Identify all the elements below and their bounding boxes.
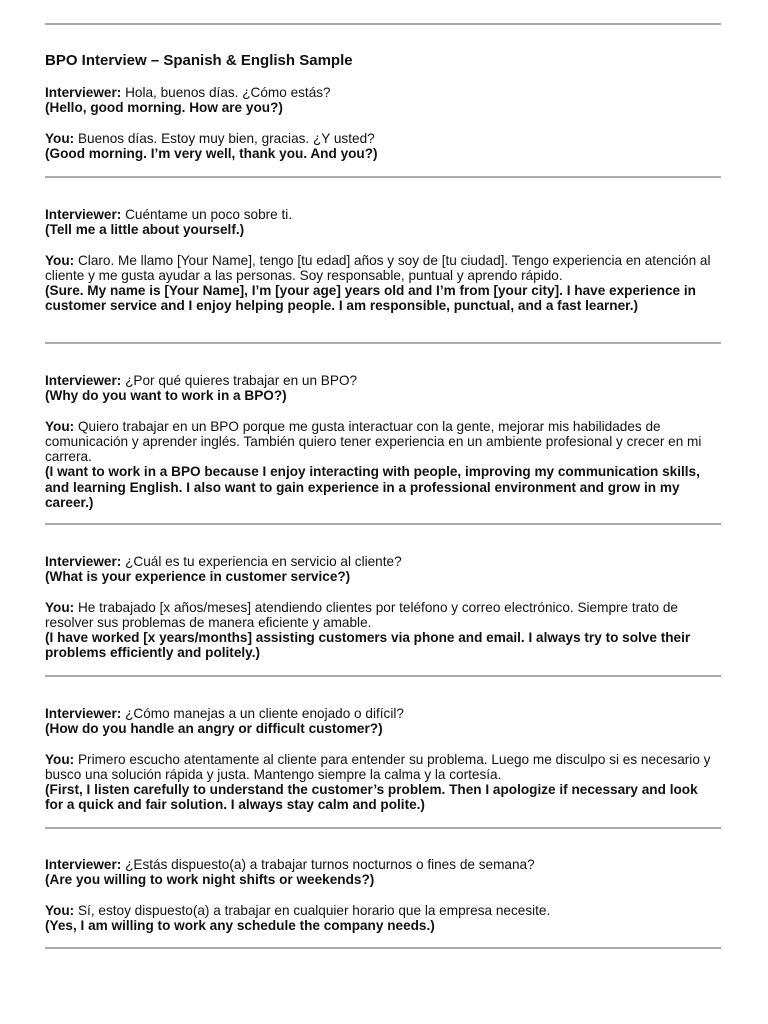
question-spanish: ¿Por qué quieres trabajar en un BPO?	[125, 373, 358, 388]
interviewer-label: Interviewer:	[45, 706, 122, 721]
interviewer-line	[45, 554, 717, 569]
answer-line	[45, 752, 717, 783]
interviewer-label: Interviewer:	[45, 373, 122, 388]
you-label: You:	[45, 418, 75, 434]
answer-line	[45, 131, 717, 146]
divider	[45, 523, 721, 525]
answer-spanish: He trabajado [x años/meses] atendiendo clientes por teléfono y correo electrónico. Siempre trato de resolver sus problemas de manera eficiente y amable.	[45, 599, 678, 630]
answer-spanish: Sí, estoy dispuesto(a) a trabajar en cualquier horario que la empresa necesite.	[77, 902, 551, 918]
question-english: (Are you willing to work night shifts or weekends?)	[45, 872, 375, 888]
you-label: You:	[45, 130, 75, 146]
answer-english: (I have worked [x years/months] assisting customers via phone and email. I always try to solve their problems efficiently and politely.)	[45, 630, 691, 661]
divider	[45, 675, 721, 677]
you-label: You:	[45, 751, 75, 767]
answer-english: (Yes, I am willing to work any schedule the company needs.)	[45, 917, 435, 933]
you-label: You:	[45, 902, 75, 918]
answer-line	[45, 419, 717, 465]
qa-section-4	[45, 554, 717, 661]
you-label: You:	[45, 599, 75, 615]
divider	[45, 947, 721, 949]
answer-spanish: Buenos días. Estoy muy bien, gracias. ¿Y usted?	[77, 130, 375, 146]
question-english: (What is your experience in customer service?)	[45, 569, 351, 585]
qa-section-3	[45, 373, 717, 510]
qa-section-5	[45, 706, 717, 813]
interviewer-label: Interviewer:	[45, 554, 122, 569]
answer-spanish: Claro. Me llamo [Your Name], tengo [tu edad] años y soy de [tu ciudad]. Tengo experiencia en atención al cliente y me gusta ayudar a las personas. Soy responsable, puntual y aprendo rápido.	[45, 252, 711, 283]
question-spanish: Hola, buenos días. ¿Cómo estás?	[125, 85, 331, 100]
you-label: You:	[45, 252, 75, 268]
interviewer-label: Interviewer:	[45, 85, 122, 100]
answer-line	[45, 253, 717, 284]
interviewer-line	[45, 207, 717, 222]
answer-english: (First, I listen carefully to understand the customer’s problem. Then I apologize if necessary and look for a quick and fair solution. I always stay calm and polite.)	[45, 782, 698, 813]
question-spanish: ¿Cuál es tu experiencia en servicio al cliente?	[125, 554, 402, 569]
question-english: (Why do you want to work in a BPO?)	[45, 388, 287, 404]
document-title: BPO Interview – Spanish & English Sample	[45, 52, 353, 69]
question-spanish: ¿Estás dispuesto(a) a trabajar turnos nocturnos o fines de semana?	[125, 857, 535, 872]
qa-section-2	[45, 207, 717, 314]
answer-english: (Good morning. I’m very well, thank you. And you?)	[45, 145, 378, 161]
divider	[45, 23, 721, 25]
answer-english: (Sure. My name is [Your Name], I’m [your age] years old and I’m from [your city]. I have experience in customer service and I enjoy helping people. I am responsible, punctual, and a fast learner.)	[45, 283, 696, 314]
divider	[45, 342, 721, 344]
answer-line	[45, 600, 717, 631]
answer-spanish: Quiero trabajar en un BPO porque me gusta interactuar con la gente, mejorar mis habilidades de comunicación y aprender inglés. También quiero tener experiencia en un ambiente profesional y crecer en mi carrera.	[45, 418, 702, 465]
qa-section-6	[45, 857, 717, 933]
interviewer-line	[45, 706, 717, 721]
question-spanish: ¿Cómo manejas a un cliente enojado o difícil?	[125, 706, 404, 721]
question-english: (How do you handle an angry or difficult customer?)	[45, 721, 383, 737]
interviewer-label: Interviewer:	[45, 207, 122, 222]
question-english: (Hello, good morning. How are you?)	[45, 100, 283, 116]
answer-english: (I want to work in a BPO because I enjoy interacting with people, improving my communication skills, and learning English. I also want to gain experience in a professional environment and grow in my career.)	[45, 464, 700, 511]
qa-section-1	[45, 85, 717, 161]
answer-line	[45, 903, 717, 918]
interviewer-line	[45, 373, 717, 388]
interviewer-line	[45, 857, 717, 872]
interviewer-label: Interviewer:	[45, 857, 122, 872]
question-spanish: Cuéntame un poco sobre ti.	[125, 207, 293, 222]
question-english: (Tell me a little about yourself.)	[45, 222, 245, 238]
answer-spanish: Primero escucho atentamente al cliente para entender su problema. Luego me disculpo si es necesario y busco una solución rápida y justa. Mantengo siempre la calma y la cortesía.	[45, 751, 711, 782]
divider	[45, 827, 721, 829]
divider	[45, 176, 721, 178]
interviewer-line	[45, 85, 717, 100]
